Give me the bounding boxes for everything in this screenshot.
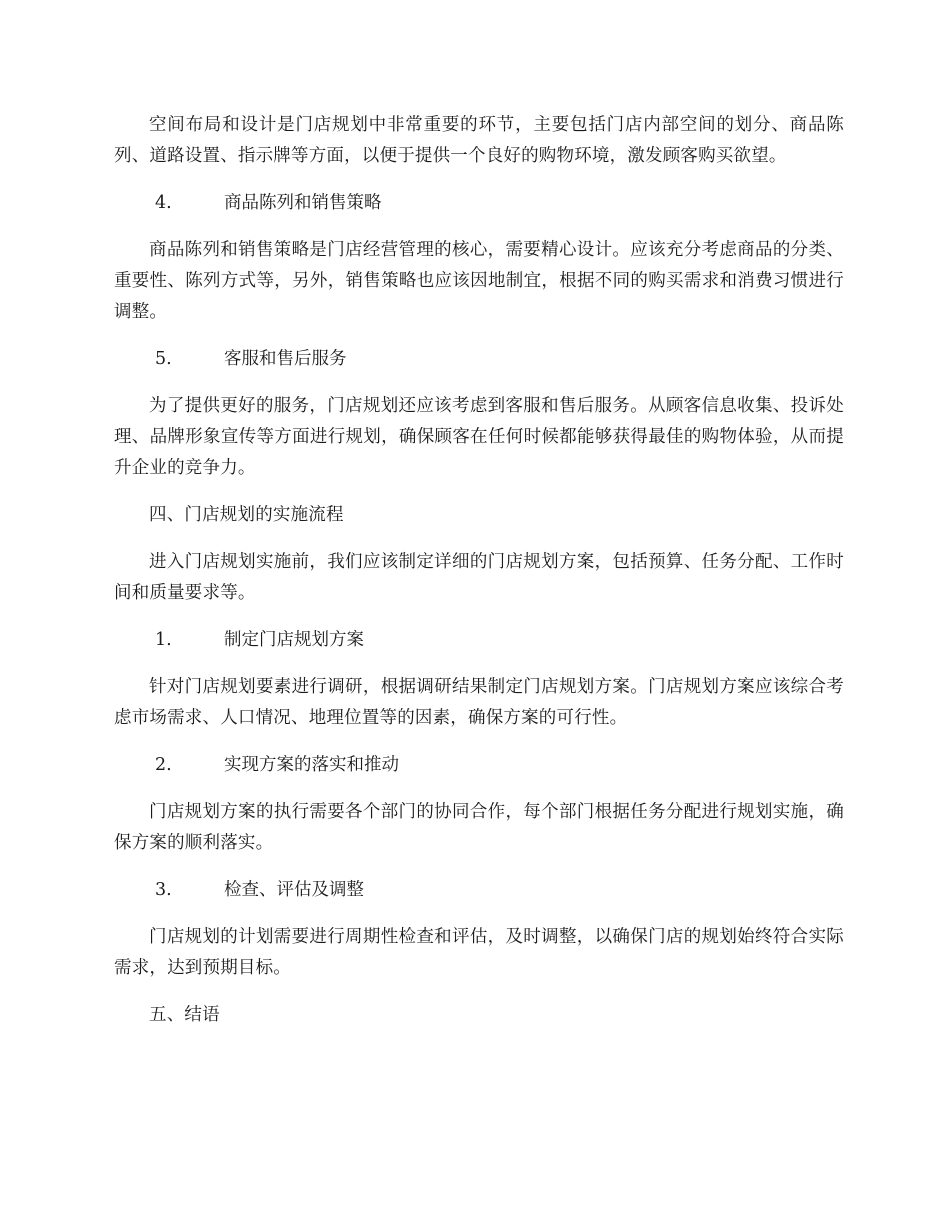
numbered-heading-4 xyxy=(114,188,844,219)
document-body xyxy=(114,110,844,1047)
list-number: 4. xyxy=(155,193,172,213)
paragraph-plan-execution: 门店规划方案的执行需要各个部门的协同合作，每个部门根据任务分配进行规划实施，确保方案的顺利落实。 xyxy=(114,802,844,853)
paragraph-plan-formulation: 针对门店规划要素进行调研，根据调研结果制定门店规划方案。门店规划方案应该综合考虑市场需求、人口情况、地理位置等的因素，确保方案的可行性。 xyxy=(114,677,844,728)
paragraph-space-layout: 空间布局和设计是门店规划中非常重要的环节，主要包括门店内部空间的划分、商品陈列、道路设置、指示牌等方面，以便于提供一个良好的购物环境，激发顾客购买欲望。 xyxy=(114,115,844,166)
section-heading-conclusion: 五、结语 xyxy=(149,1005,220,1025)
paragraph-review-adjust: 门店规划的计划需要进行周期性检查和评估，及时调整，以确保门店的规划始终符合实际需求，达到预期目标。 xyxy=(114,927,844,978)
list-heading-text: 商品陈列和销售策略 xyxy=(224,193,382,213)
section-heading-implementation: 四、门店规划的实施流程 xyxy=(149,505,344,525)
list-heading-text: 检查、评估及调整 xyxy=(224,880,364,900)
list-number: 1. xyxy=(155,630,172,650)
list-heading-text: 制定门店规划方案 xyxy=(224,630,364,650)
numbered-heading-1 xyxy=(114,625,844,656)
list-number: 3. xyxy=(155,880,172,900)
list-number: 5. xyxy=(155,349,172,369)
list-heading-text: 客服和售后服务 xyxy=(224,349,347,369)
paragraph-implementation-intro: 进入门店规划实施前，我们应该制定详细的门店规划方案，包括预算、任务分配、工作时间和质量要求等。 xyxy=(114,552,844,603)
numbered-heading-3 xyxy=(114,875,844,906)
paragraph-display-strategy: 商品陈列和销售策略是门店经营管理的核心，需要精心设计。应该充分考虑商品的分类、重要性、陈列方式等，另外，销售策略也应该因地制宜，根据不同的购买需求和消费习惯进行调整。 xyxy=(114,240,844,322)
list-heading-text: 实现方案的落实和推动 xyxy=(224,755,399,775)
list-number: 2. xyxy=(155,755,172,775)
numbered-heading-2 xyxy=(114,750,844,781)
numbered-heading-5 xyxy=(114,344,844,375)
paragraph-customer-service: 为了提供更好的服务，门店规划还应该考虑到客服和售后服务。从顾客信息收集、投诉处理、品牌形象宣传等方面进行规划，确保顾客在任何时候都能够获得最佳的购物体验，从而提升企业的竞争力。 xyxy=(114,396,844,478)
